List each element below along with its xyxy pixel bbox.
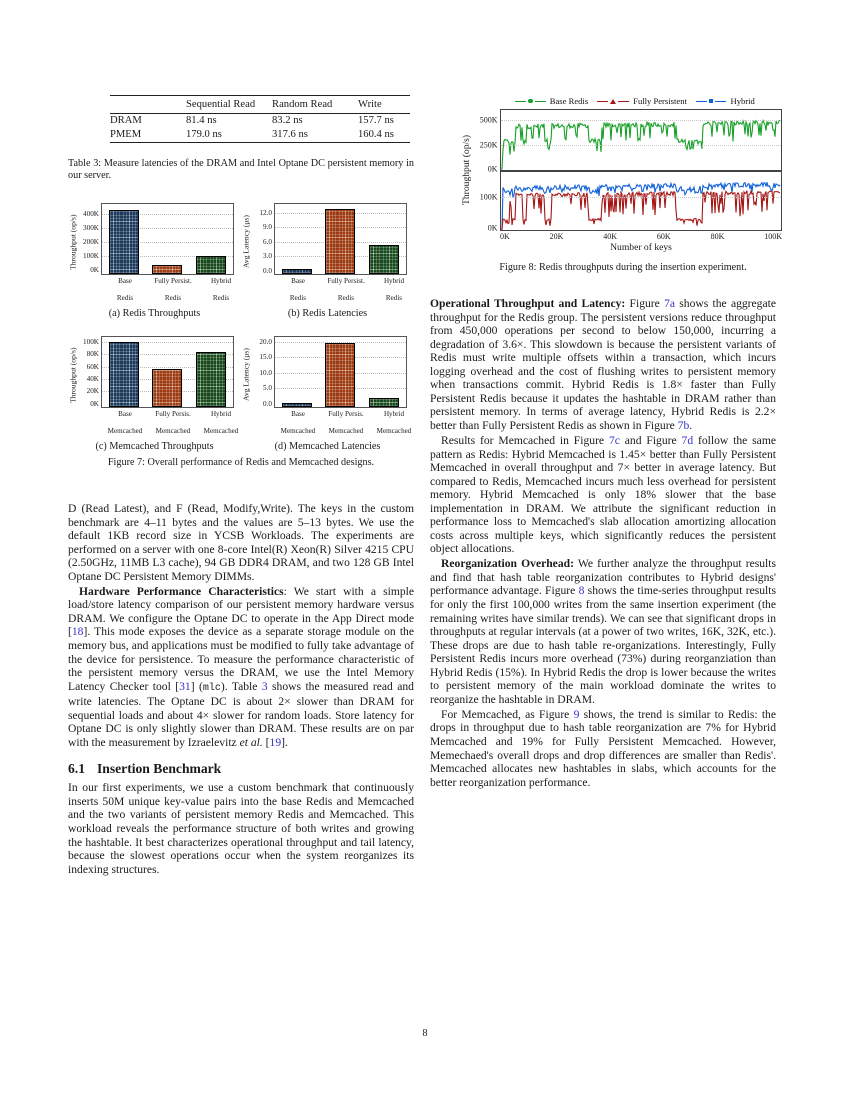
fig8-xtick-1: 20K: [549, 232, 564, 241]
fig7c-ytick-20k: 20K: [86, 387, 99, 396]
paragraph-operational-throughput: [430, 297, 776, 432]
figure-7c-subcaption: (c) Memcached Throughputs: [95, 441, 214, 452]
figure-7d-ref[interactable]: 7d: [681, 433, 694, 447]
fig8-ytick-500k: 500K: [479, 115, 498, 125]
fig7b-ytick-60: 6.0: [263, 237, 272, 246]
hw-text-6: [: [262, 735, 270, 749]
fig7b-xlabel-2: Hybrid Redis: [383, 277, 405, 302]
page-number: 8: [422, 1028, 428, 1039]
fig7c-xlabels: [101, 410, 239, 435]
figure-7d: [241, 333, 414, 452]
fig7c-xlabel-0: Base Memcached: [107, 410, 143, 435]
table-col-random-read: Random Read: [272, 96, 358, 114]
fig8-ytick-0k-top: 0K: [487, 164, 498, 174]
fig7a-xlabels: [101, 277, 234, 302]
bar-fully-persistent-redis: [152, 265, 182, 274]
fig7d-bars: [275, 337, 406, 407]
figure-8: [462, 96, 784, 273]
paragraph-insertion-benchmark: In our first experiments, we use a custom benchmark that continuously inserts 50M unique key-value pairs into the base Redis and Memcached and the two variants of persistent memory Redis and Memcached. This workload reveals the performance structure of both writes and growing the hashtable. It best characterizes operational throughput and tail latency, because the slowest operations occur when the system reorganizes its indexing structures.: [68, 781, 414, 876]
legend-line-icon: [715, 101, 726, 102]
chart-memcached-throughputs: [68, 333, 241, 437]
fig7d-ytick-100: 10.0: [259, 368, 272, 377]
circle-marker-icon: [528, 99, 533, 104]
fig7a-ylabel: Throughput (op/s): [68, 214, 78, 270]
legend-line-icon: [597, 101, 608, 102]
fig7b-xlabel-0: Base Redis: [289, 277, 307, 302]
paragraph-hardware-performance: [68, 585, 414, 750]
fig7a-ytick-400k: 400K: [83, 210, 99, 219]
row-label-pmem: PMEM: [110, 129, 142, 141]
reorg-text-2: shows the time-series throughput results for only the first 100,000 writes from the same insertion experiment (the remaining writes have similar trends). We can see that significant drops in throughputs at regular intervals (at a power of two writes, 16K, 32K, etc.). These drops are due to hash table re-organizations. Interestingly, Fully Persistent Redis incurs more overhead (73%) during reorganziation than Hybrid Redis (15%). In Hybrid Redis the drop is lower because the writes to persistent memory of the main workload dominate the writes to reorganize the hashtable in DRAM.: [430, 584, 776, 706]
fig7b-ylabel: Avg Latency (μs): [241, 215, 251, 269]
fig7d-ytick-00: 0.0: [263, 399, 272, 408]
legend-item-hybrid: [696, 96, 755, 106]
hw-text-3: ] (: [190, 679, 203, 693]
fig7c-bars: [102, 337, 233, 407]
table-row: [110, 128, 410, 142]
fig7d-ytick-50: 5.0: [263, 384, 272, 393]
fig7b-ytick-90: 9.0: [263, 223, 272, 232]
fig7b-ytick-30: 3.0: [263, 252, 272, 261]
legend-line-icon: [618, 101, 629, 102]
fig7c-ytick-80k: 80K: [86, 350, 99, 359]
fig7d-ytick-200: 20.0: [259, 337, 272, 346]
fig8-xtick-0: 0K: [500, 232, 510, 241]
section-heading-6-1: [68, 761, 414, 777]
pmem-write: 160.4 ns: [358, 129, 394, 141]
square-marker-icon: [709, 99, 714, 104]
mem-text-1: Results for Memcached in Figure: [441, 433, 609, 447]
table-row: [110, 114, 410, 128]
fig7a-xlabel-0: Base Redis: [116, 277, 134, 302]
table-3-caption: Table 3: Measure latencies of the DRAM and Intel Optane DC persistent memory in our server.: [68, 158, 414, 182]
bar-hybrid-memcached: [196, 352, 226, 407]
table-col-sequential-read: Sequential Read: [186, 96, 272, 114]
fig7a-bars: [102, 204, 233, 274]
inline-code-mlc: mlc: [202, 682, 221, 694]
latency-table: [110, 95, 410, 143]
fig7c-ytick-0k: 0K: [90, 399, 99, 408]
bar-hybrid-redis: [196, 256, 226, 274]
figure-8-xticks: [500, 232, 782, 241]
figure-7-row-bottom: [68, 333, 414, 452]
bar-base-redis: [282, 269, 312, 274]
figure-7-row-top: [68, 200, 414, 319]
dram-write: 157.7 ns: [358, 114, 410, 128]
legend-line-icon: [515, 101, 526, 102]
fig7a-ytick-0k: 0K: [90, 266, 99, 275]
dram-sequential-read: 81.4 ns: [186, 114, 272, 128]
legend-label-fully-persistent: Fully Persistent: [633, 96, 687, 106]
fig7c-xlabel-1: Fully Persis. Memcached: [155, 410, 191, 435]
figure-8-ref[interactable]: 8: [578, 584, 585, 598]
figure-8-bottom-series: [501, 172, 781, 230]
left-column: [68, 502, 414, 876]
pmem-random-read: 317.6 ns: [272, 129, 308, 141]
bar-base-memcached: [282, 403, 312, 407]
mem-text-2: and Figure: [619, 433, 682, 447]
reorg-text-1: We further analyze the throughput results and find that hash table reorganization contributes to Hybrid designs' performance advantage. Figure: [430, 557, 776, 598]
fig7d-xlabels: [274, 410, 412, 435]
fig7c-ylabel: Throughput (op/s): [68, 347, 78, 403]
runin-heading-operational: Operational Throughput and Latency:: [430, 297, 626, 310]
fig7c-ytick-40k: 40K: [86, 374, 99, 383]
fig7c-ytick-60k: 60K: [86, 362, 99, 371]
op-text-1: Figure: [625, 297, 665, 310]
bar-fully-persistent-memcached: [325, 343, 355, 407]
hw-text-7: ].: [281, 735, 288, 749]
citation-31[interactable]: 31: [179, 679, 191, 693]
fig8-xtick-3: 60K: [656, 232, 671, 241]
chart-memcached-latencies: [241, 333, 414, 437]
mc-text-2: shows, the trend is similar to Redis: the drops in throughput due to hash table reorganization are 7% for Hybrid Memcached and 19% for Fully Persistent Memcached. However, Memechaed's overall drops and drop differences are smaller than Redis'. Memcached allocates new hashtables in slabs, which accounts for the better reorganization performance.: [430, 707, 776, 789]
figure-7c: [68, 333, 241, 452]
et-al: et al.: [239, 735, 263, 749]
figure-8-xlabel: Number of keys: [610, 242, 672, 253]
figure-7b-ref[interactable]: 7b: [677, 418, 690, 432]
figure-7a-subcaption: (a) Redis Throughputs: [108, 308, 201, 319]
fig8-xtick-2: 40K: [603, 232, 618, 241]
bar-hybrid-memcached: [369, 398, 399, 407]
fig7b-xlabel-1: Fully Persist. Redis: [327, 277, 365, 302]
fig7b-ytick-120: 12.0: [259, 208, 272, 217]
op-text-2: shows the aggregate throughput for the Redis group. The persistent versions reduce throughput from 450,000 operations per second to below 150,000, incurring a degradation of 3.6×. This slowdown is because the persistent variants of Redis must write multiple offsets within a transaction, which incurs logging overhead and the cost of flushing writes to persistent memory when transactions commit. Hybrid Redis is 1.8× faster than Fully Persistent Redis because it updates the hashtable in DRAM rather than persistent memory. In terms of average latency, Hybrid Redis is 2.2× better than Fully Persistent Redis as shown in Figure: [430, 297, 776, 432]
paragraph-reorganization-overhead: [430, 557, 776, 706]
fig7d-xlabel-1: Fully Persis. Memcached: [328, 410, 364, 435]
section-title: Insertion Benchmark: [97, 761, 222, 777]
chart-redis-latencies: [241, 200, 414, 304]
mc-text-1: For Memcached, as Figure: [441, 707, 574, 721]
figure-7a-ref[interactable]: 7a: [664, 297, 676, 310]
figure-8-body: [461, 109, 784, 253]
fig7b-bars: [275, 204, 406, 274]
fig8-ytick-0k-bot: 0K: [487, 223, 498, 233]
legend-item-base-redis: [515, 96, 588, 106]
table-header-row: [110, 96, 410, 114]
figure-7-caption: Figure 7: Overall performance of Redis and Memcached designs.: [107, 457, 375, 468]
fig7d-ylabel: Avg Latency (μs): [241, 348, 251, 402]
citation-18[interactable]: 18: [71, 625, 84, 639]
figure-8-top-panel: [479, 109, 782, 174]
fig7a-ytick-200k: 200K: [83, 238, 99, 247]
runin-heading-hardware: Hardware Performance Characteristics: [79, 584, 284, 598]
bar-hybrid-redis: [369, 245, 399, 274]
figure-8-top-series: [501, 110, 781, 170]
figure-7b: [241, 200, 414, 319]
fig8-xtick-4: 80K: [710, 232, 725, 241]
fig7c-xlabel-2: Hybrid Memcached: [203, 410, 239, 435]
fig7a-ytick-300k: 300K: [83, 224, 99, 233]
fig7a-xlabel-1: Fully Persist. Redis: [154, 277, 192, 302]
fig7d-xlabel-2: Hybrid Memcached: [376, 410, 412, 435]
table-col-write: Write: [358, 96, 410, 114]
bar-fully-persistent-memcached: [152, 369, 182, 407]
mem-text-3: follow the same pattern as Redis: Hybrid Memcached is 1.45× better than Fully Persistent Memcached in overall throughput and 7× better in average latency. But compared to Redis, Memcached incurs much less overhead for persistent memory. Hybrid Memcached is only 18% slower that the base implementation in DRAM. We attribute the significant reduction in performance loss to Memcached's slab allocation amortizing allocation costs across multiple keys, which significantly reduces the persistent object allocations.: [430, 433, 776, 556]
fig8-xtick-5: 100K: [764, 232, 782, 241]
figure-7b-subcaption: (b) Redis Latencies: [287, 308, 368, 319]
fig7b-ytick-00: 0.0: [263, 266, 272, 275]
figure-8-bottom-panel: [479, 171, 782, 233]
fig7d-plot-area: [259, 336, 407, 408]
fig7a-ytick-100k: 100K: [83, 252, 99, 261]
right-column: [430, 297, 776, 789]
legend-line-icon: [696, 101, 707, 102]
table-col-blank: [110, 96, 186, 114]
bar-fully-persistent-redis: [325, 209, 355, 274]
legend-line-icon: [535, 101, 546, 102]
bar-base-memcached: [109, 342, 139, 407]
legend-item-fully-persistent: [597, 96, 687, 106]
fig7a-xlabel-2: Hybrid Redis: [210, 277, 232, 302]
paragraph-workload-setup: D (Read Latest), and F (Read, Modify,Write). The keys in the custom benchmark are 4–11 bytes and the values are 5–13 bytes. We use the default 1KB record size in YCSB Workloads. The experiments are performed on a server with one 8-core Intel(R) Xeon(R) Silver 4215 CPU (2.50GHz, 11MB L3 cache), 94 GB DDR4 DRAM, and two 128 GB Intel Optane DC Persistent Memory DIMMs.: [68, 502, 414, 583]
legend-label-hybrid: Hybrid: [730, 96, 755, 106]
fig7d-xlabel-0: Base Memcached: [280, 410, 316, 435]
figure-8-legend: [486, 96, 784, 106]
dram-random-read: 83.2 ns: [272, 114, 358, 128]
bar-base-redis: [109, 210, 139, 274]
fig7b-xlabels: [274, 277, 407, 302]
figure-8-ylabel: Throughput (op/s): [461, 134, 472, 206]
fig8-ytick-250k: 250K: [479, 140, 498, 150]
figure-7: [68, 200, 414, 468]
op-text-3: .: [689, 418, 693, 432]
paragraph-memcached-results: [430, 434, 776, 556]
fig7d-ytick-150: 15.0: [259, 353, 272, 362]
hw-text-2: ]. This mode exposes the device as a separate storage module on the memory bus, and applications must be modified to fully take advantage of the device for persistence. To measure the performance characteristic of the persistent memory versus the DRAM, we use the Intel Memory Latency Checker tool [: [68, 625, 414, 693]
citation-19[interactable]: 19: [269, 735, 282, 749]
figure-8-caption: Figure 8: Redis throughputs during the insertion experiment.: [499, 262, 747, 273]
figure-7c-ref[interactable]: 7c: [608, 433, 620, 447]
table-3-ref[interactable]: 3: [261, 679, 268, 693]
figure-7d-subcaption: (d) Memcached Latencies: [274, 441, 381, 452]
row-label-dram: DRAM: [110, 114, 186, 128]
table-3: [110, 95, 410, 143]
hw-text-4: ). Table: [220, 679, 262, 693]
fig7b-plot-area: [259, 203, 407, 275]
hw-text-5: shows the measured read and write latencies. The Optane DC is about 2× slower than DRAM for sequential loads and about 4× slower for random loads. Store latency for Optane DC is only slightly slower than DRAM. These results are on par with the measurement by Izraelevitz: [68, 679, 414, 749]
paragraph-memcached-reorg: [430, 708, 776, 789]
fig7c-plot-area: [83, 336, 234, 408]
section-number: 6.1: [68, 761, 85, 777]
figure-7a: [68, 200, 241, 319]
pmem-sequential-read: 179.0 ns: [186, 129, 222, 141]
runin-heading-reorganization: Reorganization Overhead:: [441, 557, 574, 571]
chart-redis-throughputs: [68, 200, 241, 304]
fig8-ytick-100k: 100K: [479, 192, 498, 202]
fig7a-plot-area: [83, 203, 234, 275]
legend-label-base-redis: Base Redis: [549, 96, 589, 106]
fig7c-ytick-100k: 100K: [83, 337, 99, 346]
figure-9-ref[interactable]: 9: [573, 707, 580, 721]
triangle-marker-icon: [610, 99, 616, 104]
hw-text-1: : We start with a simple load/store latency comparison of our persistent memory hardware versus DRAM. We configure the Optane DC to operate in the App Direct mode [: [68, 584, 414, 639]
